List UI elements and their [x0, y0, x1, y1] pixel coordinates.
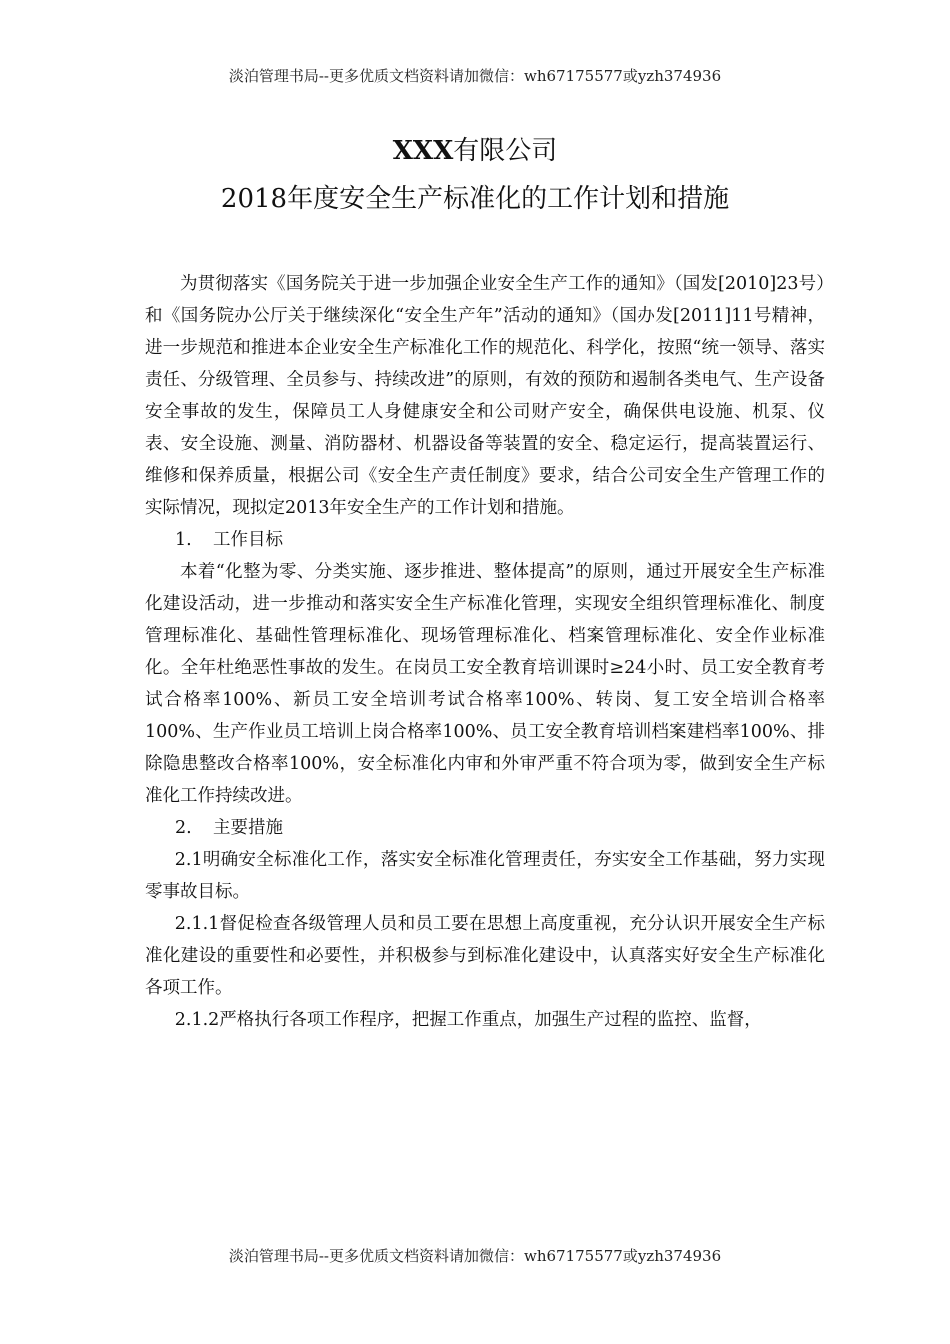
section-1-paragraph: 本着“化整为零、分类实施、逐步推进、整体提高”的原则，通过开展安全生产标准化建设活动，进一步推动和落实安全生产标准化管理，实现安全组织管理标准化、制度管理标准化、基础性管理标准化、现场管理标准化、档案管理标准化、安全作业标准化。全年杜绝恶性事故的发生。在岗员工安全教育培训课时≥24小时、员工安全教育考试合格率100%、新员工安全培训考试合格率100%、转岗、复工安全培训合格率100%、生产作业员工培训上岗合格率100%、员工安全教育培训档案建档率100%、排除隐患整改合格率100%，安全标准化内审和外审严重不符合项为零，做到安全生产标准化工作持续改进。: [145, 562, 825, 806]
item-2-1-2-paragraph: 2.1.2严格执行各项工作程序，把握工作重点，加强生产过程的监控、监督，: [174, 1010, 762, 1030]
section-2-number: 2.: [175, 818, 192, 838]
section-2-heading: [145, 812, 825, 844]
section-1-number: 1.: [175, 530, 192, 550]
section-1-heading: [145, 524, 825, 556]
company-title-prefix: XXX: [392, 136, 454, 166]
section-1-title: 工作目标: [213, 530, 283, 550]
item-2-1-paragraph: 2.1明确安全标准化工作，落实安全标准化管理责任，夯实安全工作基础，努力实现零事故目标。: [145, 850, 825, 902]
document-body: [145, 268, 825, 1036]
company-title: [0, 134, 950, 168]
section-2-title: 主要措施: [213, 818, 283, 838]
document-title: 2018年度安全生产标准化的工作计划和措施: [220, 184, 730, 214]
page-footer: 淡泊管理书局--更多优质文档资料请加微信：wh67175577或yzh374936: [228, 1247, 722, 1265]
page-header: 淡泊管理书局--更多优质文档资料请加微信：wh67175577或yzh374936: [228, 67, 722, 85]
item-2-1-1-paragraph: 2.1.1督促检查各级管理人员和员工要在思想上高度重视，充分认识开展安全生产标准化建设的重要性和必要性，并积极参与到标准化建设中，认真落实好安全生产标准化各项工作。: [145, 914, 825, 998]
intro-paragraph: 为贯彻落实《国务院关于进一步加强企业安全生产工作的通知》（国发[2010]23号）和《国务院办公厅关于继续深化“安全生产年”活动的通知》（国办发[2011]11号精神，进一步规范和推进本企业安全生产标准化工作的规范化、科学化，按照“统一领导、落实责任、分级管理、全员参与、持续改进”的原则，有效的预防和遏制各类电气、生产设备安全事故的发生，保障员工人身健康安全和公司财产安全，确保供电设施、机泵、仪表、安全设施、测量、消防器材、机器设备等装置的安全、稳定运行，提高装置运行、维修和保养质量，根据公司《安全生产责任制度》要求，结合公司安全生产管理工作的实际情况，现拟定2013年安全生产的工作计划和措施。: [145, 274, 825, 518]
company-title-suffix: 有限公司: [453, 136, 558, 166]
